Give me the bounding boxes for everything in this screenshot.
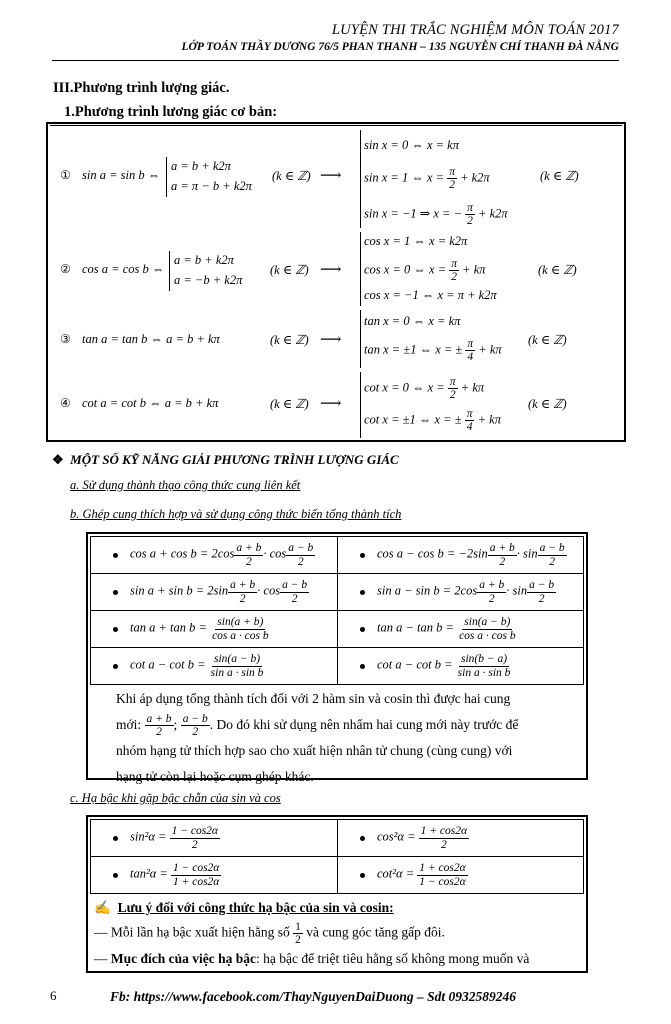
row1-number: ① [60, 168, 71, 182]
row1-special3: sin x = −1 ⇒ x = − $\frac{\pi}{2}$ + k2π [364, 202, 508, 228]
row2-special-brace [360, 232, 361, 306]
row1-condition2: (k ∈ ℤ) [540, 169, 579, 183]
formula-cell: cos a − cos b = −2sin $\frac{a + b}{2}$ · sin $\frac{a - b}{2}$ [338, 537, 584, 574]
header-subtitle: LỚP TOÁN THẦY DƯƠNG 76/5 PHAN THANH – 135 NGUYỄN CHÍ THANH ĐÀ NẴNG [181, 41, 619, 53]
row3-number: ③ [60, 332, 71, 346]
table-row [91, 857, 584, 894]
diamond-bullet-icon: ❖ [52, 452, 64, 467]
row3-special2: tan x = ±1 ⇔ x = ± $\frac{\pi}{4}$ + kπ [364, 338, 502, 364]
sum-to-product-table [90, 536, 584, 685]
skills-title: ❖ MỘT SỐ KỸ NĂNG GIẢI PHƯƠNG TRÌNH LƯỢNG GIÁC [52, 452, 399, 467]
row2-special1: cos x = 1 ⇔ x = k2π [364, 234, 468, 248]
row2-condition: (k ∈ ℤ) [270, 263, 309, 277]
row1-case2: a = π − b + k2π [171, 179, 252, 193]
row4-special2: cot x = ±1 ⇔ x = ± $\frac{\pi}{4}$ + kπ [364, 408, 501, 434]
formula-cell: cot a − cot b = $\frac{\sin(a - b)}{\text{sin a · sin b}}$ [91, 648, 338, 685]
sum-to-product-note: Khi áp dụng tổng thành tích đối với 2 hàm sin và cosin thì được hai cung mới: $\frac{a + b}{2}$ ; $\frac{a - b}{2}$ . Do đó khi sử dụng nên nhẩm hai cung mới này trước để nhóm hạng tử thích hợp sao cho xuất hiện nhân tử chung (cùng cung) với hạng tử còn lại hoặc cụm ghép khác. [116, 691, 519, 785]
power-reduction-box [86, 815, 588, 973]
power-reduction-table [90, 819, 584, 894]
table-row [91, 537, 584, 574]
footer-contact: Fb: https://www.facebook.com/ThayNguyenDaiDuong – Sdt 0932589246 [110, 989, 517, 1004]
row1-special1: sin x = 0 ⇔ x = kπ [364, 138, 459, 152]
row2-brace [169, 251, 170, 291]
table-row [91, 611, 584, 648]
formula-cell: tan²α = $\frac{1 - \cos 2\alpha}{1 + \cos 2\alpha}$ [91, 857, 338, 894]
row3-arrow: ⟶ [320, 332, 342, 348]
row3-condition2: (k ∈ ℤ) [528, 333, 567, 347]
row2-number: ② [60, 262, 71, 276]
header-divider [52, 60, 619, 61]
power-reduction-note: ✍ Lưu ý đối với công thức hạ bậc của sin và cosin: — Mỗi lần hạ bậc xuất hiện hằng số $\frac{1}{2}$ và cung góc tăng gấp đôi. — Mục đích của việc hạ bậc: hạ bậc để triệt tiêu hằng số không mong muốn và [94, 900, 530, 967]
formula-cell: sin a − sin b = 2cos $\frac{a + b}{2}$ · sin $\frac{a - b}{2}$ [338, 574, 584, 611]
table-row [91, 648, 584, 685]
skill-c: c. Hạ bậc khi gặp bậc chẵn của sin và cos [70, 791, 281, 805]
section-subheading: 1.Phương trình lương giác cơ bản: [64, 104, 278, 120]
row2-lhs: cos a = cos b ⇔ [82, 262, 165, 276]
row4-arrow: ⟶ [320, 396, 342, 412]
box-inner-line [50, 125, 622, 126]
formula-cell: cot²α = $\frac{1 + \cos 2\alpha}{1 - \cos 2\alpha}$ [338, 857, 584, 894]
row1-lhs: sin a = sin b ⇔ [82, 168, 161, 182]
row2-case2: a = −b + k2π [174, 273, 243, 287]
row2-special3: cos x = −1 ⇔ x = π + k2π [364, 288, 497, 302]
table-row [91, 574, 584, 611]
skill-a: a. Sử dụng thành thạo công thức cung liên kết [70, 478, 301, 492]
row4-condition2: (k ∈ ℤ) [528, 397, 567, 411]
table-row [91, 820, 584, 857]
formula-cell: sin a + sin b = 2sin $\frac{a + b}{2}$ · cos $\frac{a - b}{2}$ [91, 574, 338, 611]
row4-special1: cot x = 0 ⇔ x = $\frac{\pi}{2}$ + kπ [364, 376, 485, 402]
basic-equations-box [46, 122, 626, 442]
row2-condition2: (k ∈ ℤ) [538, 263, 577, 277]
formula-cell: sin²α = $\frac{1 - \cos 2\alpha}{2}$ [91, 820, 338, 857]
row1-special2: sin x = 1 ⇔ x = $\frac{\pi}{2}$ + k2π [364, 166, 490, 192]
row3-condition: (k ∈ ℤ) [270, 333, 309, 347]
row1-special-brace [360, 130, 361, 228]
page-number: 6 [50, 988, 57, 1003]
section-heading: III.Phương trình lượng giác. [53, 80, 230, 96]
row3-lhs: tan a = tan b ⇔ a = b + kπ [82, 332, 220, 346]
skill-b: b. Ghép cung thích hợp và sử dụng công thức biến tổng thành tích [70, 507, 402, 521]
row1-condition: (k ∈ ℤ) [272, 169, 311, 183]
row2-special2: cos x = 0 ⇔ x = $\frac{\pi}{2}$ + kπ [364, 258, 486, 284]
row4-condition: (k ∈ ℤ) [270, 397, 309, 411]
row4-lhs: cot a = cot b ⇔ a = b + kπ [82, 396, 219, 410]
row4-special-brace [360, 372, 361, 438]
row1-case1: a = b + k2π [171, 159, 231, 173]
sum-to-product-box [86, 532, 588, 785]
formula-cell: cos²α = $\frac{1 + \cos 2\alpha}{2}$ [338, 820, 584, 857]
formula-cell: cos a + cos b = 2cos $\frac{a + b}{2}$ · cos $\frac{a - b}{2}$ [91, 537, 338, 574]
formula-cell: tan a + tan b = $\frac{\sin(a + b)}{\text{cos a · cos b}}$ [91, 611, 338, 648]
row2-case1: a = b + k2π [174, 253, 234, 267]
header-title: LUYỆN THI TRẮC NGHIỆM MÔN TOÁN 2017 [331, 22, 619, 38]
row2-arrow: ⟶ [320, 262, 342, 278]
pencil-hand-icon: ✍ [94, 900, 111, 915]
row4-number: ④ [60, 396, 71, 410]
row3-special1: tan x = 0 ⇔ x = kπ [364, 314, 461, 328]
row1-brace [166, 157, 167, 197]
row3-special-brace [360, 310, 361, 368]
formula-cell: cot a − cot b = $\frac{\sin(b - a)}{\text{sin a · sin b}}$ [338, 648, 584, 685]
formula-cell: tan a − tan b = $\frac{\sin(a - b)}{\text{cos a · cos b}}$ [338, 611, 584, 648]
row1-arrow: ⟶ [320, 168, 342, 184]
